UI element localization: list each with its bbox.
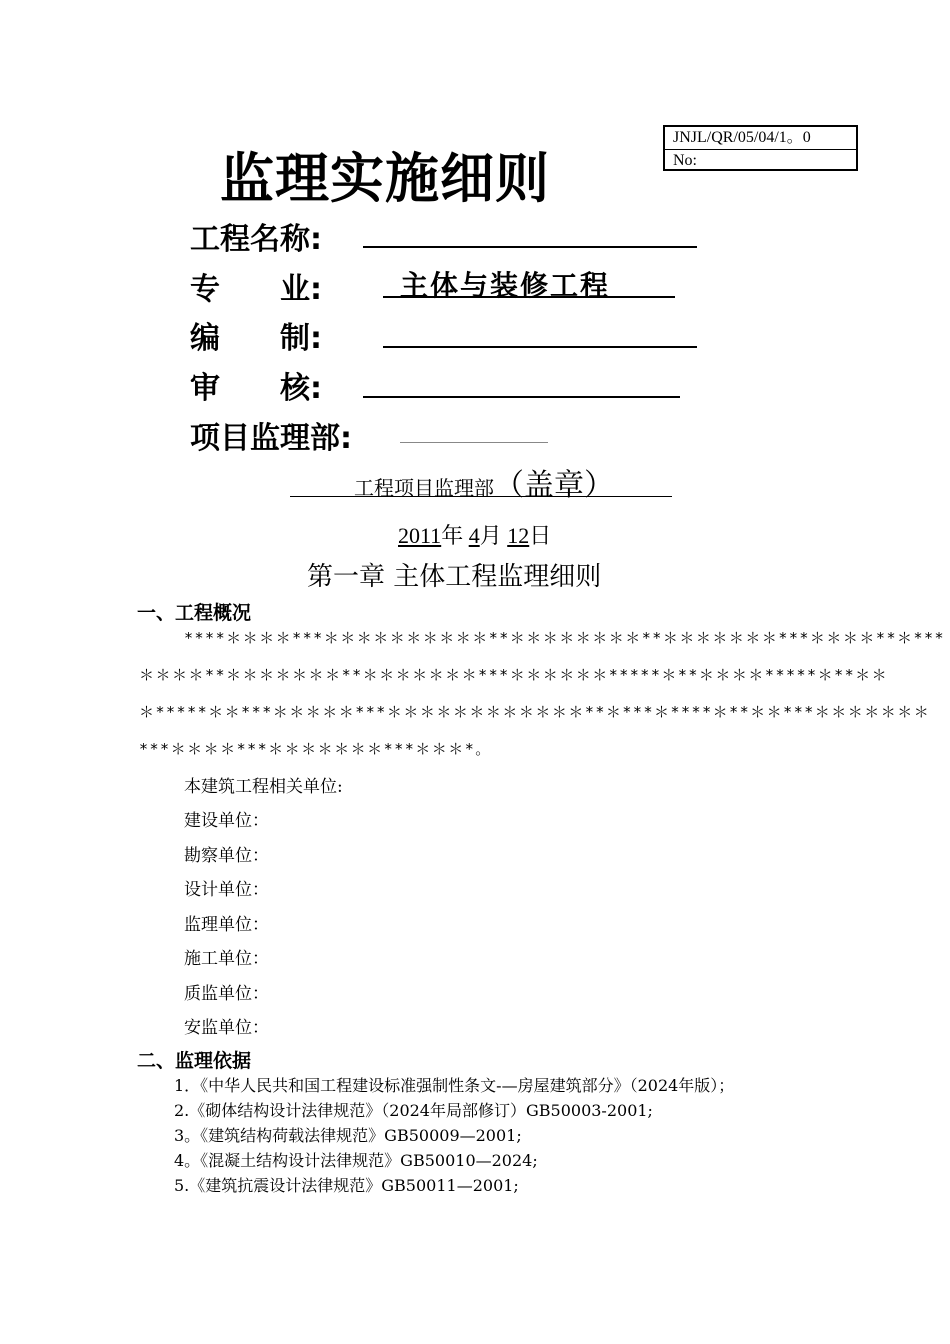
project-name-label: 工程名称: [190,222,322,257]
date-year: 2011 [398,523,442,548]
document-number-label: No: [665,149,856,172]
document-code: JNJL/QR/05/04/1。0 [673,129,811,146]
date-day: 12 [507,523,530,548]
reference-item: 1．《中华人民共和国工程建设标准强制性条文-—房屋建筑部分》（2024年版）； [174,1076,735,1095]
compiled-line [383,346,697,348]
stamp-line [354,460,614,504]
overview-text-line: ***＊＊＊＊***＊＊＊＊＊＊＊***＊＊＊*。 [139,740,492,758]
specialty-line [383,296,675,298]
supervision-dept-line [400,442,548,443]
document-date [398,519,551,550]
reference-item: 2.《砌体结构设计法律规范》（2024年局部修订）GB50003-2001; [174,1101,653,1120]
compiled-label: 编 制: [190,321,322,356]
chapter-title: 第一章 主体工程监理细则 [307,562,602,592]
date-year-unit: 年 [441,523,464,548]
units-intro: 本建筑工程相关单位: [184,777,343,797]
unit-contractor: 施工单位： [184,949,269,969]
overview-text-line: ＊＊＊＊**＊＊＊＊＊＊＊**＊＊＊＊＊＊＊***＊＊＊＊＊＊*****＊**＊＊＊＊*****＊**＊＊ [139,666,889,684]
specialty-value: 主体与装修工程 [400,269,611,302]
unit-safety-supervision: 安监单位： [184,1018,269,1038]
section-heading-basis: 二、监理依据 [137,1050,252,1072]
stamp-text: 工程项目监理部 [354,476,494,500]
supervision-dept-label: 项目监理部: [190,421,352,456]
stamp-underline [290,496,672,497]
reference-item: 5.《建筑抗震设计法律规范》GB50011—2001; [174,1176,519,1195]
reference-item: 4。《混凝土结构设计法律规范》GB50010—2024; [174,1151,538,1170]
date-month: 4 [468,523,480,548]
unit-design: 设计单位： [184,880,269,900]
unit-construction: 建设单位： [184,811,269,831]
specialty-label: 专 业: [190,272,322,307]
unit-survey: 勘察单位： [184,846,269,866]
document-code-box [663,125,858,171]
reference-item: 3。《建筑结构荷载法律规范》GB50009—2001; [174,1126,522,1145]
reviewed-line [363,396,680,398]
date-month-unit: 月 [479,523,502,548]
section-heading-overview: 一、工程概况 [137,602,252,624]
stamp-seal: （盖章） [494,468,614,503]
unit-supervision: 监理单位： [184,915,269,935]
document-title: 监理实施细则 [220,147,550,210]
unit-quality-supervision: 质监单位： [184,984,269,1004]
overview-text-line: ****＊＊＊＊***＊＊＊＊＊＊＊＊＊＊**＊＊＊＊＊＊＊＊**＊＊＊＊＊＊＊***＊＊＊＊**＊*** [184,629,946,647]
date-day-unit: 日 [529,523,552,548]
reviewed-label: 审 核: [190,371,322,406]
overview-text-line: ＊*****＊＊***＊＊＊＊＊***＊＊＊＊＊＊＊＊＊＊＊＊**＊***＊****＊**＊＊***＊＊＊＊＊＊＊ [139,703,931,721]
project-name-line [363,246,697,248]
